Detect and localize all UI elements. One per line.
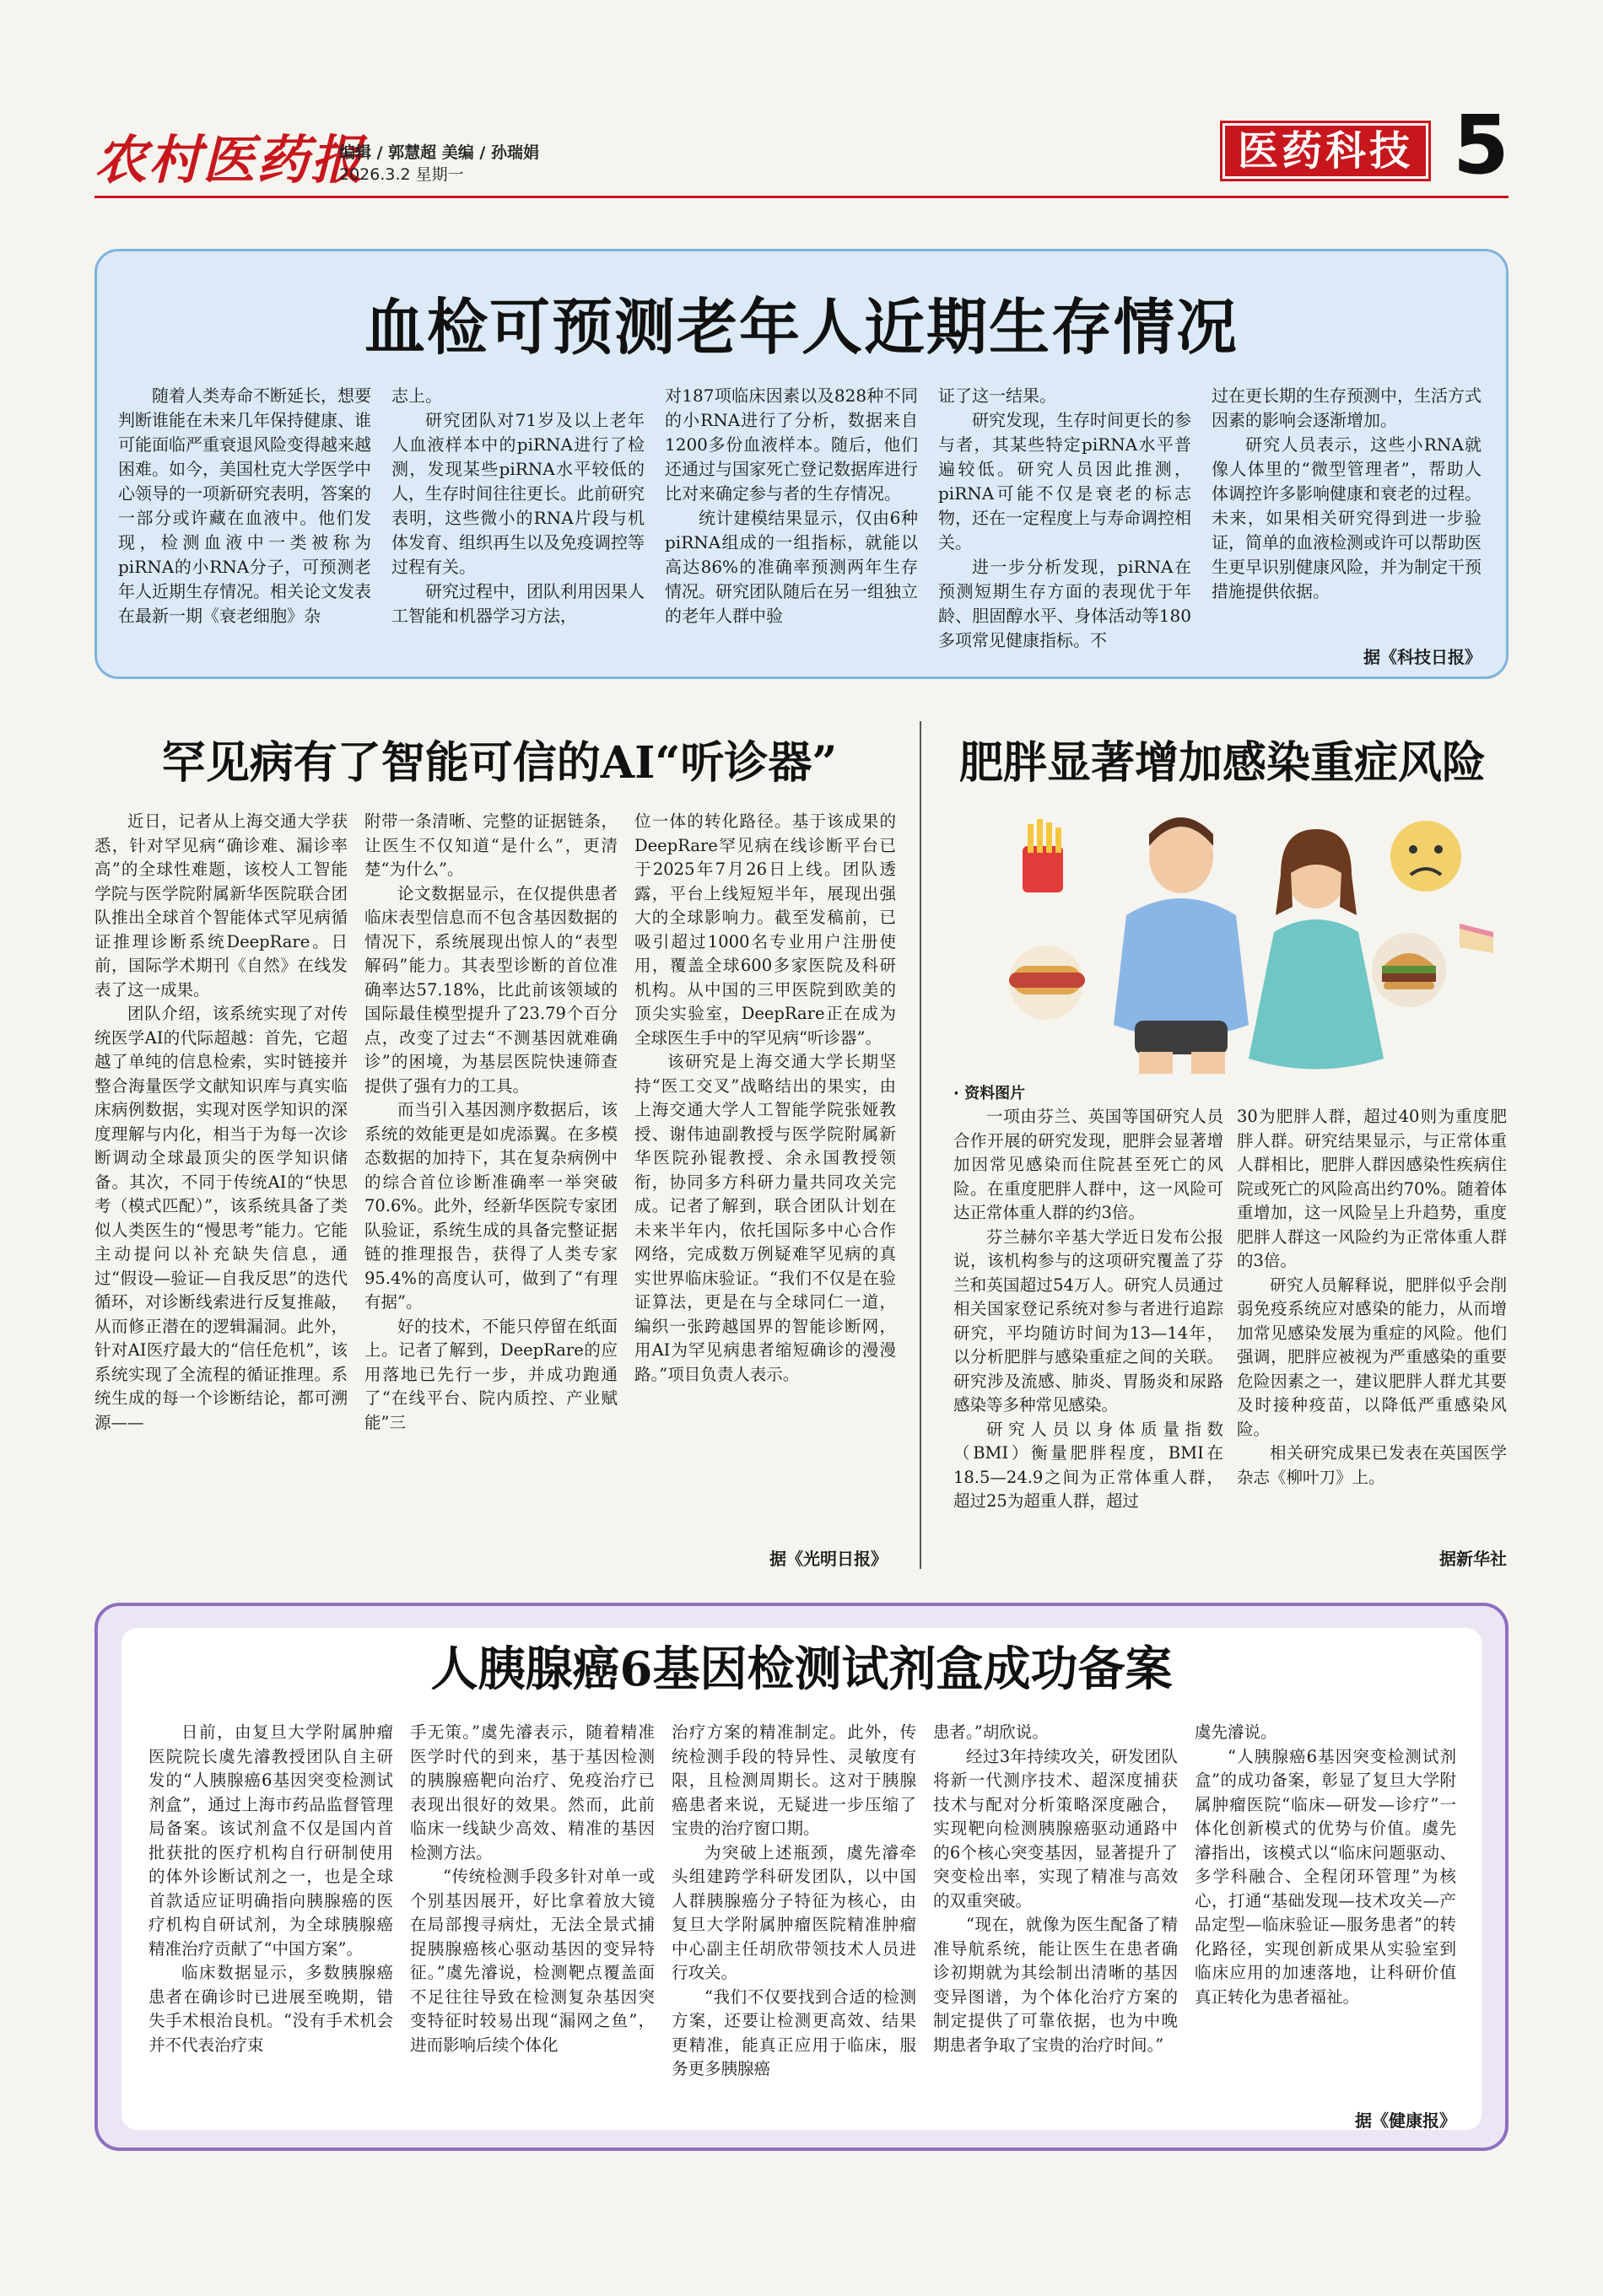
article1-source: 据《科技日报》 bbox=[1363, 647, 1482, 667]
paragraph: 经过3年持续攻关，研发团队将新一代测序技术、超深度捕获技术与配对分析策略深度融合，实现靶向检测胰腺癌驱动通路中的6个核心突变基因，显著提升了突变检出率，实现了精准与高效的双重突破。 bbox=[933, 1746, 1178, 1911]
article1-col5 bbox=[1212, 384, 1482, 604]
article2-source: 据《光明日报》 bbox=[769, 1549, 888, 1569]
paragraph: 研究发现，生存时间更长的参与者，其某些特定piRNA水平普遍较低。研究人员因此推测，piRNA可能不仅是衰老的标志物，还在一定程度上与寿命调控相关。 bbox=[938, 410, 1191, 552]
paragraph: 研究团队对71岁及以上老年人血液样本中的piRNA进行了检测，发现某些piRNA水平较低的人，生存时间往往更长。此前研究表明，这些微小的RNA片段与机体发育、组织再生以及免疫调控等过程有关。 bbox=[391, 410, 645, 577]
article3-source: 据新华社 bbox=[1439, 1549, 1507, 1569]
paragraph: 附带一条清晰、完整的证据链条，让医生不仅知道“是什么”，更清楚“为什么”。 bbox=[364, 811, 618, 879]
column-divider bbox=[920, 721, 921, 1569]
paragraph: 相关研究成果已发表在英国医学杂志《柳叶刀》上。 bbox=[1237, 1443, 1507, 1487]
paragraph: 近日，记者从上海交通大学获悉，针对罕见病“确诊难、漏诊率高”的全球性难题，该校人工智能学院与医学院附属新华医院联合团队推出全球首个智能体式罕见病循证推理诊断系统DeepRare。日前，国际学术期刊《自然》在线发表了这一成果。 bbox=[94, 811, 348, 1000]
header-rule bbox=[94, 196, 1509, 198]
paragraph: 临床数据显示，多数胰腺癌患者在确诊时已进展至晚期，错失手术根治良机。“没有手术机会并不代表治疗束 bbox=[148, 1963, 393, 2055]
paragraph: 芬兰赫尔辛基大学近日发布公报说，该机构参与的这项研究覆盖了芬兰和英国超过54万人。研究人员通过相关国家登记系统对参与者进行追踪研究，平均随访时间为13—14年，以分析肥胖与感染重症之间的关联。研究涉及流感、肺炎、胃肠炎和尿路感染等多种常见感染。 bbox=[953, 1226, 1223, 1415]
paragraph: 论文数据显示，在仅提供患者临床表型信息而不包含基因数据的情况下，系统展现出惊人的“表型解码”能力。其表型诊断的首位准确率达57.18%，比此前该领域的国际最佳模型提升了23.79个百分点，改变了过去“不测基因就难确诊”的困境，为基层医院快速筛查提供了强有力的工具。 bbox=[364, 883, 618, 1096]
paragraph: 研究过程中，团队利用因果人工智能和机器学习方法， bbox=[391, 581, 645, 626]
burger-icon bbox=[1372, 933, 1446, 1007]
editors-line: 编辑 / 郭慧超 美编 / 孙瑞娟 bbox=[339, 143, 539, 162]
masthead-logo: 农村医药报 bbox=[94, 129, 365, 191]
section-badge bbox=[1220, 121, 1431, 181]
article1-col2 bbox=[391, 384, 645, 628]
paragraph: “我们不仅要找到合适的检测方案，还要让检测更高效、结果更精准，能真正应用于临床，服务更多胰腺癌 bbox=[672, 1986, 916, 2078]
section-title: 医药科技 bbox=[1222, 123, 1428, 179]
paragraph: 对187项临床因素以及828种不同的小RNA进行了分析，数据来自1200多份血液样本。随后，他们还通过与国家死亡登记数据库进行比对来确定参与者的生存情况。 bbox=[665, 385, 918, 504]
paragraph: “现在，就像为医生配备了精准导航系统，能让医生在患者确诊初期就为其绘制出清晰的基因变异图谱，为个体化治疗方案的制定提供了可靠依据，也为中晚期患者争取了宝贵的治疗时间。” bbox=[933, 1915, 1178, 2055]
paragraph: 手无策。”虞先濬表示，随着精准医学时代的到来，基于基因检测的胰腺癌靶向治疗、免疫治疗已表现出很好的效果。然而，此前临床一线缺少高效、精准的基因检测方法。 bbox=[410, 1722, 655, 1862]
paragraph: “传统检测手段多针对单一或个别基因展开，好比拿着放大镜在局部搜寻病灶，无法全景式捕捉胰腺癌核心驱动基因的变异特征。”虞先濬说，检测靶点覆盖面不足往往导致在检测复杂基因突变特征时较易出现“漏网之鱼”，进而影响后续个体化 bbox=[410, 1867, 655, 2055]
obese-woman-figure bbox=[1249, 829, 1384, 1070]
page-number: 5 bbox=[1453, 98, 1509, 192]
paragraph: 研究人员表示，这些小RNA就像人体里的“微型管理者”，帮助人体调控许多影响健康和衰老的过程。未来，如果相关研究得到进一步验证，简单的血液检测或许可以帮助医生更早识别健康风险，并为制定干预措施提供依据。 bbox=[1212, 434, 1482, 601]
paragraph: 而当引入基因测序数据后，该系统的效能更是如虎添翼。在多模态数据的加持下，其在复杂病例中的综合首位诊断准确率一举突破70.6%。此外，经新华医院专家团队验证，系统生成的具备完整证据链的推理报告，获得了人类专家95.4%的高度认可，做到了“有理有据”。 bbox=[364, 1100, 618, 1312]
paragraph: 进一步分析发现，piRNA在预测短期生存方面的表现优于年龄、胆固醇水平、身体活动等180多项常见健康指标。不 bbox=[938, 557, 1191, 650]
paragraph: 为突破上述瓶颈，虞先濬牵头组建跨学科研发团队，以中国人群胰腺癌分子特征为核心，由复旦大学附属肿瘤医院精准肿瘤中心副主任胡欣带领技术人员进行攻关。 bbox=[672, 1842, 916, 1982]
paragraph: 位一体的转化路径。基于该成果的DeepRare罕见病在线诊断平台已于2025年7月26日上线。团队透露，平台上线短短半年，展现出强大的全球影响力。截至发稿前，已吸引超过1000名专业用户注册使用，覆盖全球600多家医院及科研机构。从中国的三甲医院到欧美的顶尖实验室，DeepRare正在成为全球医生手中的罕见病“听诊器”。 bbox=[634, 811, 896, 1048]
paragraph: 研究人员解释说，肥胖似乎会削弱免疫系统应对感染的能力，从而增加常见感染发展为重症的风险。他们强调，肥胖应被视为严重感染的重要危险因素之一，建议肥胖人群尤其要及时接种疫苗，以降低严重感染风险。 bbox=[1237, 1275, 1507, 1439]
date-line: 2026.3.2 星期一 bbox=[339, 165, 464, 184]
sad-face-icon bbox=[1390, 821, 1461, 892]
article4-title: 人胰腺癌6基因检测试剂盒成功备案 bbox=[430, 1641, 1173, 1697]
paragraph: 患者。”胡欣说。 bbox=[933, 1722, 1049, 1742]
image-caption: · 资料图片 bbox=[953, 1085, 1026, 1102]
paragraph: 研究人员以身体质量指数（BMI）衡量肥胖程度，BMI在18.5—24.9之间为正常体重人群，超过25为超重人群，超过 bbox=[953, 1419, 1223, 1511]
paragraph: 团队介绍，该系统实现了对传统医学AI的代际超越：首先，它超越了单纯的信息检索，实时链接并整合海量医学文献知识库与真实临床病例数据，实现对医学知识的深度理解与内化，相当于为每一次诊断调动全球最顶尖的医学知识储备。其次，不同于传统AI的“快思考（模式匹配）”，该系统具备了类似人类医生的“慢思考”能力。它能主动提问以补充缺失信息，通过“假设—验证—自我反思”的迭代循环，对诊断线索进行反复推敲，从而修正潜在的逻辑漏洞。此外，针对AI医疗最大的“信任危机”，该系统实现了全流程的循证推理。系统生成的每一个诊断结论，都可溯源—— bbox=[94, 1004, 348, 1432]
article4-col3 bbox=[672, 1721, 916, 2082]
article4-col4 bbox=[933, 1721, 1178, 2057]
article1-col4 bbox=[938, 384, 1191, 653]
article3-col2 bbox=[1237, 1105, 1507, 1490]
article1-col1 bbox=[118, 384, 371, 628]
article4-source: 据《健康报》 bbox=[1355, 2110, 1456, 2131]
paragraph: 30为肥胖人群，超过40则为重度肥胖人群。研究结果显示，与正常体重人群相比，肥胖人群因感染性疾病住院或死亡的风险高出约70%。随着体重增加，这一风险呈上升趋势，重度肥胖人群这一风险约为正常体重人群的3倍。 bbox=[1237, 1107, 1507, 1270]
paragraph: 过在更长期的生存预测中，生活方式因素的影响会逐渐增加。 bbox=[1212, 385, 1482, 430]
paragraph: 随着人类寿命不断延长，想要判断谁能在未来几年保持健康、谁可能面临严重衰退风险变得越来越困难。如今，美国杜克大学医学中心领导的一项新研究表明，答案的一部分或许藏在血液中。他们发现，检测血液中一类被称为piRNA的小RNA分子，可预测老年人近期生存情况。相关论文发表在最新一期《衰老细胞》杂 bbox=[118, 385, 371, 626]
article4-col5 bbox=[1195, 1721, 1456, 2009]
paragraph: 该研究是上海交通大学长期坚持“医工交叉”战略结出的果实，由上海交通大学人工智能学院张娅教授、谢伟迪副教授与医学院附属新华医院孙锟教授、余永国教授领衔，协同多方科研力量共同攻关完成。记者了解到，联合团队计划在未来半年内，依托国际多中心合作网络，完成数万例疑难罕见病的真实世界临床验证。“我们不仅是在验证算法，更是在与全球同仁一道，编织一张跨越国界的智能诊断网，用AI为罕见病患者缩短确诊的漫漫路。”项目负责人表示。 bbox=[634, 1052, 896, 1384]
paragraph: 证了这一结果。 bbox=[938, 385, 1056, 406]
article4-col1 bbox=[148, 1721, 393, 2057]
article3-col1 bbox=[953, 1105, 1223, 1514]
article2-col2 bbox=[364, 810, 618, 1435]
editor-credits bbox=[339, 142, 539, 186]
article1-title: 血检可预测老年人近期生存情况 bbox=[364, 292, 1239, 363]
article2-col1 bbox=[94, 810, 348, 1435]
paragraph: “人胰腺癌6基因突变检测试剂盒”的成功备案，彰显了复旦大学附属肿瘤医院“临床—研发—诊疗”一体化创新模式的优势与价值。虞先濬指出，该模式以“临床问题驱动、多学科融合、全程闭环管理”为核心，打通“基础发现—技术攻关—产品定型—临床验证—服务患者”的转化路径，实现创新成果从实验室到临床应用的加速落地，让科研价值真正转化为患者福祉。 bbox=[1195, 1746, 1456, 2007]
article2-title: 罕见病有了智能可信的AI“听诊器” bbox=[161, 737, 838, 789]
cake-icon bbox=[1460, 924, 1493, 953]
paragraph: 一项由芬兰、英国等国研究人员合作开展的研究发现，肥胖会显著增加因常见感染而住院甚至死亡的风险。在重度肥胖人群中，这一风险可达正常体重人群的约3倍。 bbox=[953, 1107, 1223, 1222]
paragraph: 治疗方案的精准制定。此外，传统检测手段的特异性、灵敏度有限，且检测周期长。这对于胰腺癌患者来说，无疑进一步压缩了宝贵的治疗窗口期。 bbox=[672, 1722, 916, 1838]
paragraph: 志上。 bbox=[391, 385, 442, 406]
article3-title: 肥胖显著增加感染重症风险 bbox=[958, 737, 1486, 789]
paragraph: 虞先濬说。 bbox=[1195, 1722, 1277, 1742]
article1-col3 bbox=[665, 384, 918, 628]
hotdog-icon bbox=[1009, 946, 1085, 1020]
paragraph: 好的技术，不能只停留在纸面上。记者了解到，DeepRare的应用落地已先行一步，并成功跑通了“在线平台、院内质控、产业赋能”三 bbox=[364, 1316, 618, 1432]
paragraph: 统计建模结果显示，仅由6种piRNA组成的一组指标，就能以高达86%的准确率预测两年生存情况。研究团队随后在另一组独立的老年人群中验 bbox=[665, 508, 918, 626]
article4-col2 bbox=[410, 1721, 655, 2057]
article2-col3 bbox=[634, 810, 896, 1387]
paragraph: 日前，由复旦大学附属肿瘤医院院长虞先濬教授团队自主研发的“人胰腺癌6基因突变检测试剂盒”，通过上海市药品监督管理局备案。该试剂盒不仅是国内首批获批的医疗机构自行研制使用的体外诊断试剂之一，也是全球首款适应证明确指向胰腺癌的医疗机构自研试剂，为全球胰腺癌精准治疗贡献了“中国方案”。 bbox=[148, 1722, 393, 1959]
obesity-illustration bbox=[953, 806, 1507, 1075]
obese-man-figure bbox=[1114, 817, 1249, 1074]
fries-icon bbox=[1023, 819, 1063, 892]
